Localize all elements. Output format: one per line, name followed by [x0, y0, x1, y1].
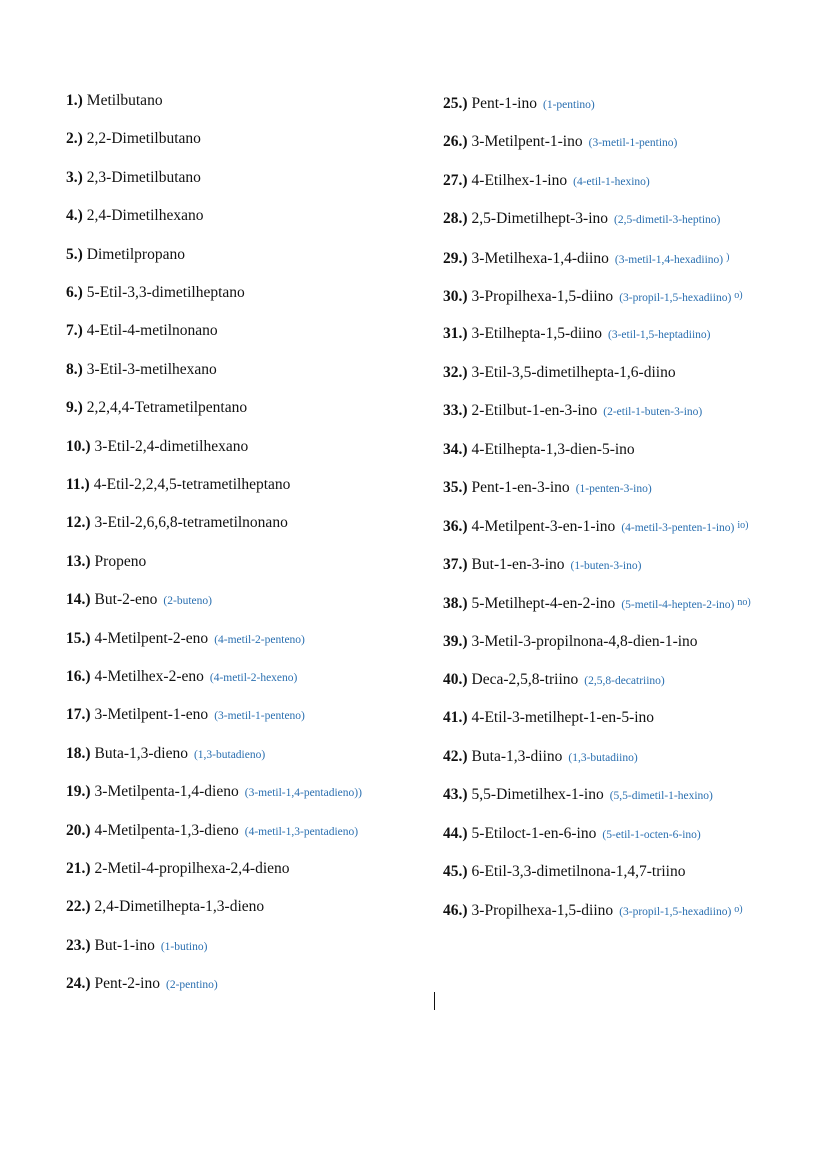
compound-alt-name: (3-metil-1,4-hexadiino): [614, 253, 724, 266]
compound-name: 2,4-Dimetilhepta-1,3-dieno: [94, 898, 265, 916]
item-number: 3.): [66, 168, 83, 186]
item-number: 20.): [66, 821, 91, 839]
list-item: [66, 398, 247, 418]
item-number: 11.): [66, 476, 90, 493]
list-item: [66, 897, 264, 917]
list-item: [66, 667, 297, 688]
item-number: 9.): [66, 399, 83, 417]
item-number: 5.): [66, 245, 83, 263]
compound-name: 3-Etil-2,6,6,8-tetrametilnonano: [94, 514, 288, 532]
list-item: [66, 360, 217, 380]
list-item: [66, 129, 201, 149]
compound-name: 4-Etilhepta-1,3-dien-5-ino: [471, 440, 635, 458]
compound-alt-name: (2,5-dimetil-3-heptino): [614, 214, 721, 227]
list-item: [443, 132, 677, 153]
compound-name: 4-Metilhex-2-eno: [94, 668, 204, 685]
compound-alt-name: (1-pentino): [542, 99, 595, 111]
compound-name: 2,4-Dimetilhexano: [86, 207, 204, 225]
compound-alt-name: (1-penten-3-ino): [575, 483, 652, 495]
compound-name: 3-Metilpent-1-ino: [471, 133, 583, 151]
compound-name: 3-Etilhepta-1,5-diino: [471, 325, 602, 343]
list-item: [443, 94, 595, 115]
compound-alt-name: (4-metil-2-hexeno): [209, 672, 298, 684]
compound-name: But-1-ino: [94, 936, 155, 954]
compound-name: Buta-1,3-diino: [471, 747, 563, 765]
list-item: [443, 747, 638, 768]
list-item: [66, 91, 163, 111]
list-item: [443, 824, 701, 845]
compound-name: 4-Metilpenta-1,3-dieno: [94, 821, 239, 839]
item-number: 12.): [66, 514, 91, 532]
compound-name: 2-Metil-4-propilhexa-2,4-dieno: [94, 860, 290, 877]
item-number: 41.): [443, 709, 468, 727]
compound-name: But-2-eno: [94, 591, 158, 609]
list-item: [66, 821, 358, 842]
compound-name: 4-Metilpent-3-en-1-ino: [471, 518, 616, 536]
compound-name: 3-Etil-3,5-dimetilhepta-1,6-diino: [471, 363, 676, 381]
item-number: 15.): [66, 629, 91, 647]
item-number: 30.): [443, 288, 468, 305]
item-number: 31.): [443, 325, 468, 343]
list-item: [66, 437, 248, 457]
compound-name: 4-Etil-3-metilhept-1-en-5-ino: [471, 709, 655, 727]
compound-alt-name: (3-propil-1,5-hexadiino): [619, 292, 732, 304]
compound-name: Deca-2,5,8-triino: [471, 671, 579, 688]
item-number: 7.): [66, 322, 83, 340]
compound-name: 3-Propilhexa-1,5-diino: [471, 288, 614, 305]
list-item: [443, 555, 641, 576]
compound-alt-name: (4-metil-3-penten-1-ino): [621, 522, 735, 535]
item-number: 21.): [66, 860, 91, 877]
item-number: 2.): [66, 130, 83, 148]
compound-name: 4-Etil-4-metilnonano: [86, 322, 218, 340]
note-fragment: ): [726, 251, 730, 263]
item-number: 32.): [443, 363, 468, 381]
item-number: 43.): [443, 786, 468, 804]
list-item: [443, 171, 650, 192]
compound-name: 5,5-Dimetilhex-1-ino: [471, 786, 604, 804]
compound-alt-name: (3-metil-1-pentino): [588, 137, 678, 150]
compound-name: 5-Etil-3,3-dimetilheptano: [86, 284, 245, 301]
list-item: [443, 324, 711, 345]
item-number: 22.): [66, 898, 91, 916]
compound-alt-name: (5,5-dimetil-1-hexino): [609, 790, 713, 803]
list-item: [443, 862, 686, 882]
compound-name: 3-Metilpenta-1,4-dieno: [94, 783, 239, 801]
item-number: 24.): [66, 975, 91, 993]
list-item: [443, 363, 676, 383]
list-item: [66, 475, 290, 495]
compound-alt-name: (1-butino): [160, 940, 208, 953]
compound-name: 2-Etilbut-1-en-3-ino: [471, 402, 598, 420]
item-number: 42.): [443, 747, 468, 765]
compound-alt-name: (2-etil-1-buten-3-ino): [603, 406, 703, 419]
compound-alt-name: (1,3-butadiino): [568, 751, 638, 764]
item-number: 36.): [443, 518, 468, 536]
item-number: 38.): [443, 595, 468, 613]
compound-name: 2,2,4,4-Tetrametilpentano: [86, 399, 248, 417]
compound-alt-name: (5-metil-4-hepten-2-ino): [621, 599, 735, 612]
compound-name: 6-Etil-3,3-dimetilnona-1,4,7-triino: [471, 863, 686, 880]
item-number: 39.): [443, 632, 468, 650]
compound-alt-name: (1,3-butadieno): [193, 748, 266, 761]
compound-name: Propeno: [94, 552, 147, 570]
item-number: 29.): [443, 249, 468, 267]
compound-name: Dimetilpropano: [86, 245, 185, 263]
list-item: [66, 629, 305, 650]
item-number: 28.): [443, 210, 468, 228]
list-item: [66, 168, 201, 188]
compound-name: 3-Etil-2,4-dimetilhexano: [94, 437, 249, 455]
item-number: 17.): [66, 706, 91, 724]
item-number: 16.): [66, 668, 91, 685]
compound-alt-name: (4-metil-2-penteno): [214, 633, 305, 646]
compound-name: Pent-1-en-3-ino: [471, 479, 570, 496]
list-item: [443, 785, 713, 806]
note-fragment: no): [737, 597, 751, 609]
note-fragment: o): [734, 904, 743, 916]
list-item: [66, 283, 245, 303]
item-number: 10.): [66, 437, 91, 455]
item-number: 4.): [66, 207, 83, 225]
note-fragment: o): [734, 290, 743, 301]
compound-name: 2,5-Dimetilhept-3-ino: [471, 210, 609, 228]
compound-alt-name: (3-metil-1,4-pentadieno)): [244, 787, 362, 800]
list-item: [443, 478, 652, 499]
item-number: 6.): [66, 284, 83, 301]
item-number: 45.): [443, 863, 468, 880]
compound-name: 4-Etilhex-1-ino: [471, 171, 568, 189]
item-number: 46.): [443, 902, 468, 920]
item-number: 25.): [443, 95, 468, 112]
compound-name: 2,3-Dimetilbutano: [86, 168, 201, 186]
list-item: [66, 590, 212, 611]
compound-alt-name: (2-pentino): [165, 979, 218, 992]
compound-alt-name: (2-buteno): [163, 595, 212, 608]
item-number: 37.): [443, 555, 468, 573]
note-fragment: io): [737, 520, 749, 532]
compound-name: Pent-2-ino: [94, 975, 160, 993]
list-item: [66, 859, 290, 879]
compound-name: 3-Metil-3-propilnona-4,8-dien-1-ino: [471, 632, 698, 650]
compound-name: But-1-en-3-ino: [471, 555, 565, 573]
list-item: [443, 900, 743, 922]
list-item: [443, 401, 702, 422]
list-item: [66, 782, 362, 803]
list-item: [443, 516, 748, 538]
list-item: [443, 670, 665, 691]
item-number: 1.): [66, 92, 83, 109]
compound-alt-name: (4-etil-1-hexino): [573, 175, 650, 188]
compound-alt-name: (3-etil-1,5-heptadiino): [607, 329, 711, 342]
list-item: [66, 552, 146, 572]
compound-name: 5-Metilhept-4-en-2-ino: [471, 595, 616, 613]
list-item: [443, 209, 720, 230]
compound-name: 3-Etil-3-metilhexano: [86, 360, 217, 378]
text-cursor: [434, 992, 435, 1010]
item-number: 23.): [66, 936, 91, 954]
list-item: [66, 936, 207, 957]
compound-name: Pent-1-ino: [471, 95, 537, 112]
compound-name: 3-Metilhexa-1,4-diino: [471, 249, 609, 267]
list-item: [66, 744, 265, 765]
item-number: 33.): [443, 402, 468, 420]
item-number: 44.): [443, 824, 468, 842]
compound-alt-name: (2,5,8-decatriino): [584, 675, 665, 687]
item-number: 8.): [66, 360, 83, 378]
compound-name: Metilbutano: [86, 92, 163, 109]
compound-name: 3-Metilpent-1-eno: [94, 706, 209, 724]
list-item: [66, 974, 218, 995]
list-item: [443, 248, 729, 270]
item-number: 19.): [66, 783, 91, 801]
item-number: 34.): [443, 440, 468, 458]
item-number: 26.): [443, 133, 468, 151]
item-number: 13.): [66, 552, 91, 570]
list-item: [66, 321, 218, 341]
compound-alt-name: (5-etil-1-octen-6-ino): [602, 828, 701, 841]
compound-alt-name: (3-propil-1,5-hexadiino): [619, 906, 732, 919]
item-number: 35.): [443, 479, 468, 496]
list-item: [66, 705, 305, 726]
list-item: [443, 593, 751, 615]
compound-name: Buta-1,3-dieno: [94, 744, 188, 762]
item-number: 14.): [66, 591, 91, 609]
compound-name: 4-Etil-2,2,4,5-tetrametilheptano: [93, 476, 291, 493]
compound-name: 2,2-Dimetilbutano: [86, 130, 201, 148]
item-number: 40.): [443, 671, 468, 688]
list-item: [66, 513, 288, 533]
compound-alt-name: (3-metil-1-penteno): [214, 710, 305, 723]
compound-name: 4-Metilpent-2-eno: [94, 629, 209, 647]
list-item: [443, 708, 654, 728]
compound-alt-name: (1-buten-3-ino): [570, 559, 642, 572]
list-item: [443, 440, 635, 460]
list-item: [66, 206, 203, 226]
item-number: 27.): [443, 171, 468, 189]
item-number: 18.): [66, 744, 91, 762]
compound-name: 5-Etiloct-1-en-6-ino: [471, 824, 597, 842]
compound-name: 3-Propilhexa-1,5-diino: [471, 902, 614, 920]
list-item: [443, 632, 698, 652]
list-item: [66, 245, 185, 265]
compound-alt-name: (4-metil-1,3-pentadieno): [244, 825, 359, 838]
list-item: [443, 286, 743, 308]
